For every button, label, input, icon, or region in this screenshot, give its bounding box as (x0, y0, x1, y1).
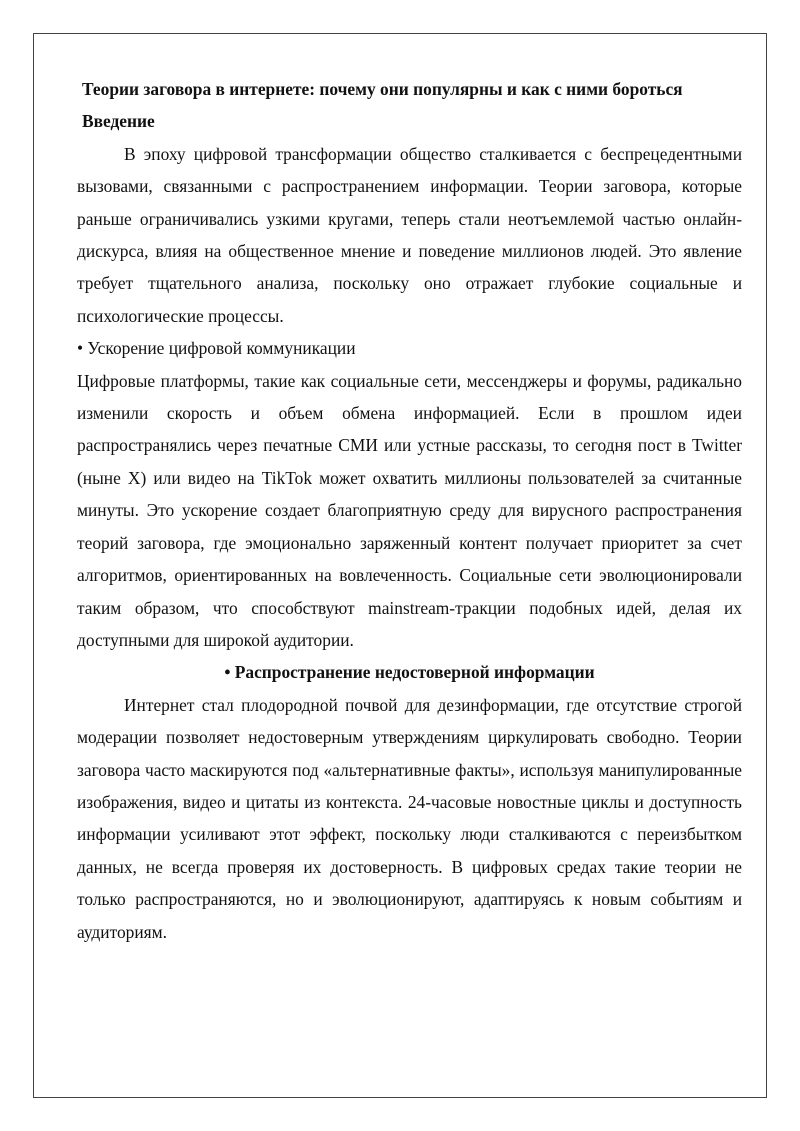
section1-paragraph: Цифровые платформы, такие как социальные сети, мессенджеры и форумы, радикально изменили скорость и объем обмена информацией. Если в прошлом идеи распространялись через печатные СМИ или устные рассказы, то сегодня пост в Twitter (ныне X) или видео на TikTok может охватить миллионы пользователей за считанные минуты. Это ускорение создает благоприятную среду для вирусного распространения теорий заговора, где эмоционально заряженный контент получает приоритет за счет алгоритмов, ориентированных на вовлеченность. Социальные сети эволюционировали таким образом, что способствуют mainstream-тракции подобных идей, делая их доступными для широкой аудитории. (77, 370, 742, 650)
intro-heading: Введение (82, 111, 155, 132)
document-body (77, 73, 742, 948)
intro-paragraph: В эпоху цифровой трансформации общество сталкивается с беспрецедентными вызовами, связанными с распространением информации. Теории заговора, которые раньше ограничивались узкими кругами, теперь стали неотъемлемой частью онлайн-дискурса, влияя на общественное мнение и поведение миллионов людей. Это явление требует тщательного анализа, поскольку оно отражает глубокие социальные и психологические процессы. (77, 143, 742, 326)
section1-heading: • Ускорение цифровой коммуникации (77, 338, 356, 359)
section2-heading: • Распространение недостоверной информации (224, 662, 595, 683)
document-title: Теории заговора в интернете: почему они популярны и как с ними бороться (82, 79, 683, 99)
section2-paragraph: Интернет стал плодородной почвой для дезинформации, где отсутствие строгой модерации позволяет недостоверным утверждениям циркулировать свободно. Теории заговора часто маскируются под «альтернативные факты», используя манипулированные изображения, видео и цитаты из контекста. 24-часовые новостные циклы и доступность информации усиливают этот эффект, поскольку люди сталкиваются с переизбытком данных, не всегда проверяя их достоверность. В цифровых средах такие теории не только распространяются, но и эволюционируют, адаптируясь к новым событиям и аудиториям. (77, 694, 742, 942)
